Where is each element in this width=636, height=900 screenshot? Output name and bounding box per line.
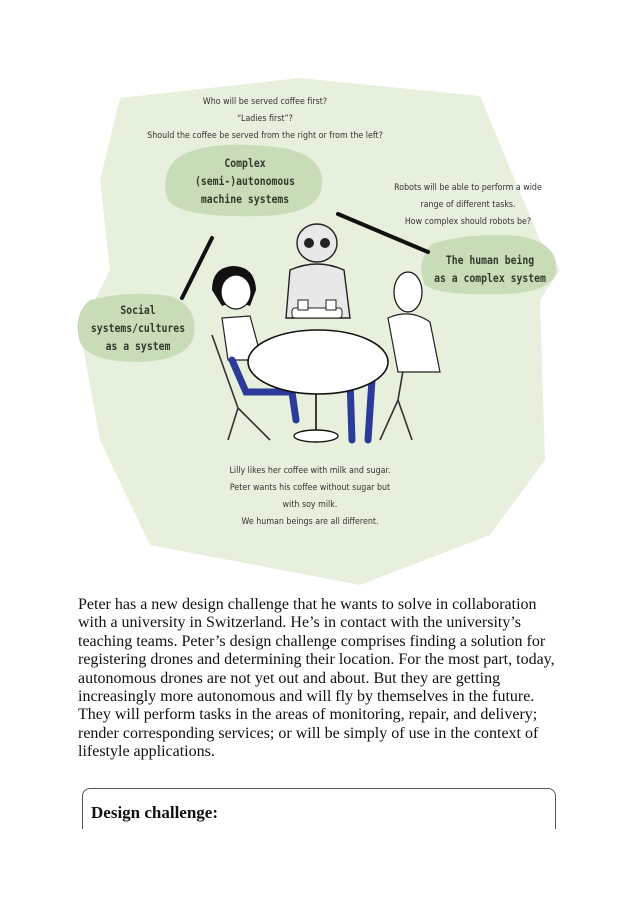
bubble-line: machine systems [200, 192, 290, 206]
body-paragraph: Peter has a new design challenge that he wants to solve in collaboration with a university in Switzerland. He’s in contact with the university’s teaching teams. Peter’s design challenge comprises finding a solution for registering drones and determining their location. For the most part, today, autonomous drones are not yet out and about. But they are getting increasingly more autonomous and will fly by themselves in the future. They will perform tasks in the areas of monitoring, repair, and delivery; render corresponding services; or will be simply of use in the context of lifestyle applications. [78, 596, 555, 761]
bubble-line: systems/cultures [90, 321, 186, 335]
bottom-note-line: Peter wants his coffee without sugar but [229, 483, 391, 493]
table-top [248, 330, 388, 394]
top-note-line: Who will be served coffee first? [202, 97, 328, 107]
bubble-line: (semi-)autonomous [194, 174, 296, 188]
bottom-note-line: We human beings are all different. [241, 517, 379, 527]
bubble-line: as a system [105, 339, 171, 353]
top-note-line: “Ladies first”? [237, 114, 293, 124]
top-note-line: Should the coffee be served from the right or from the left? [147, 131, 383, 141]
robot-note-line: How complex should robots be? [404, 217, 532, 227]
robot-note [380, 180, 556, 231]
robot-note-line: Robots will be able to perform a wide [394, 183, 542, 193]
bubble-line: as a complex system [434, 271, 546, 285]
bubble-line: The human being [445, 253, 535, 267]
bubble-line: Complex [224, 156, 266, 170]
bottom-note-line: Lilly likes her coffee with milk and sugar. [229, 466, 391, 476]
bubble-line: Social [120, 303, 156, 317]
complex-bubble-label [177, 154, 313, 208]
design-challenge-box [82, 788, 556, 829]
design-challenge-title: Design challenge: [91, 803, 219, 822]
bottom-note [209, 463, 411, 531]
robot-note-line: range of different tasks. [420, 200, 516, 210]
human-bubble-label [431, 251, 550, 287]
top-note [133, 94, 397, 145]
bottom-note-line: with soy milk. [282, 500, 338, 510]
social-bubble-label [87, 301, 189, 355]
